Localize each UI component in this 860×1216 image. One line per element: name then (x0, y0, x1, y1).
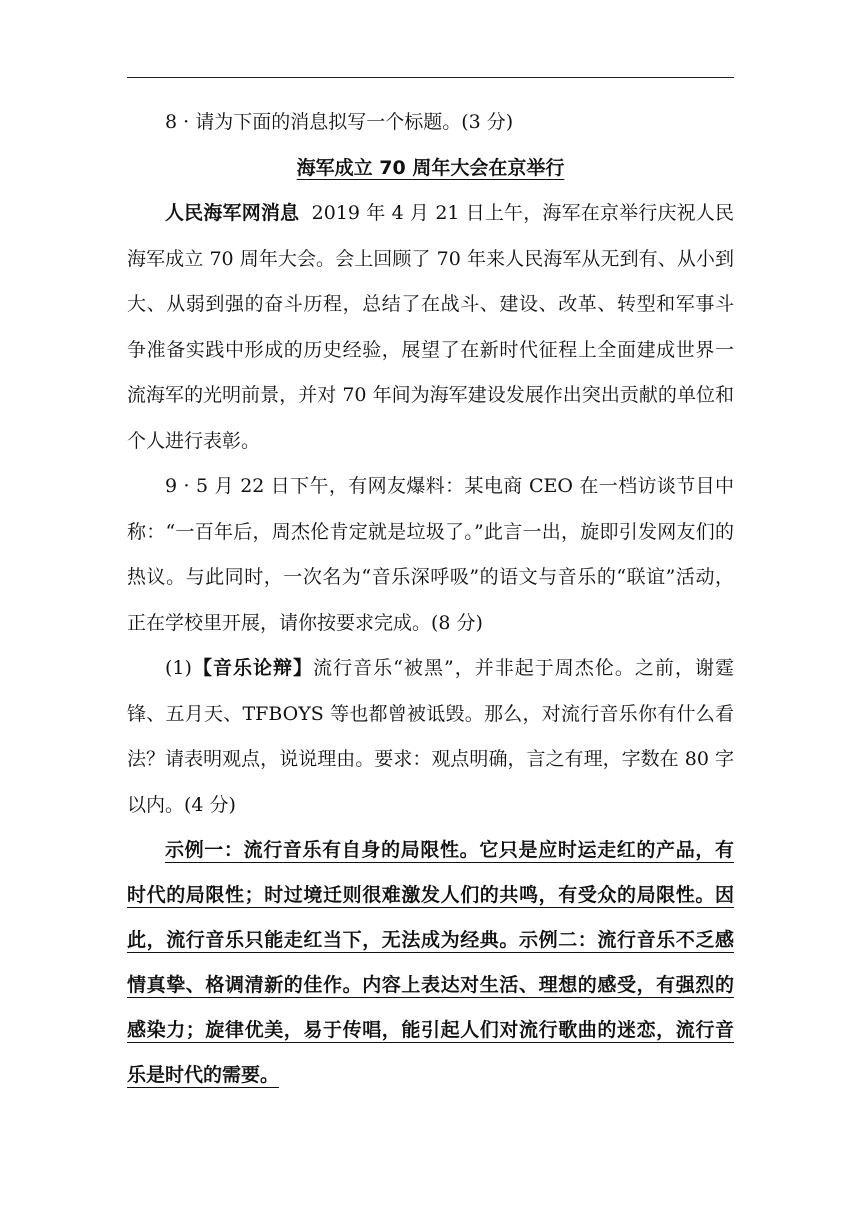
question-9-sub-1-answer: 示例一：流行音乐有自身的局限性。它只是应时运走红的产品，有时代的局限性；时过境迁则很难激发人们的共鸣，有受众的局限性。因此，流行音乐只能走红当下，无法成为经典。示例二：流行音乐不乏感情真挚、格调清新的佳作。内容上表达对生活、理想的感受，有强烈的感染力；旋律优美，易于传唱，能引起人们对流行歌曲的迷恋，流行音乐是时代的需要。 (127, 839, 734, 1086)
question-9-prompt: 9 · 5 月 22 日下午，有网友爆料：某电商 CEO 在一档访谈节目中称：“一百年后，周杰伦肯定就是垃圾了。”此言一出，旋即引发网友们的热议。与此同时，一次名为“音乐深呼吸”的语文与音乐的“联谊”活动，正在学校里开展，请你按要求完成。(8 分) (127, 475, 734, 634)
news-body: 2019 年 4 月 21 日上午，海军在京举行庆祝人民海军成立 70 周年大会。会上回顾了 70 年来人民海军从无到有、从小到大、从弱到强的奋斗历程，总结了在战斗、建设、改革、转型和军事斗争准备实践中形成的历史经验，展望了在新时代征程上全面建成世界一流海军的光明前景，并对 70 年间为海军建设发展作出突出贡献的单位和个人进行表彰。 (127, 202, 734, 452)
headline-text: 海军成立 70 周年大会在京举行 (296, 156, 565, 179)
header-rule (127, 77, 734, 78)
news-source: 人民海军网消息 (165, 202, 300, 224)
news-headline-answer (127, 146, 734, 192)
question-8-prompt: 8 · 请为下面的消息拟写一个标题。(3 分) (165, 111, 514, 133)
sub-1-text: 流行音乐“被黑”，并非起于周杰伦。之前，谢霆锋、五月天、TFBOYS 等也都曾被诋毁。那么，对流行音乐你有什么看法？请表明观点，说说理由。要求：观点明确，言之有理，字数在 80 字以内。(4 分) (127, 657, 734, 816)
question-9-sub-1 (127, 646, 734, 828)
page-content (127, 100, 734, 1098)
sub-1-tag: 【音乐论辩】 (191, 657, 314, 679)
news-paragraph (127, 191, 734, 464)
sub-1-number: (1) (165, 657, 192, 679)
